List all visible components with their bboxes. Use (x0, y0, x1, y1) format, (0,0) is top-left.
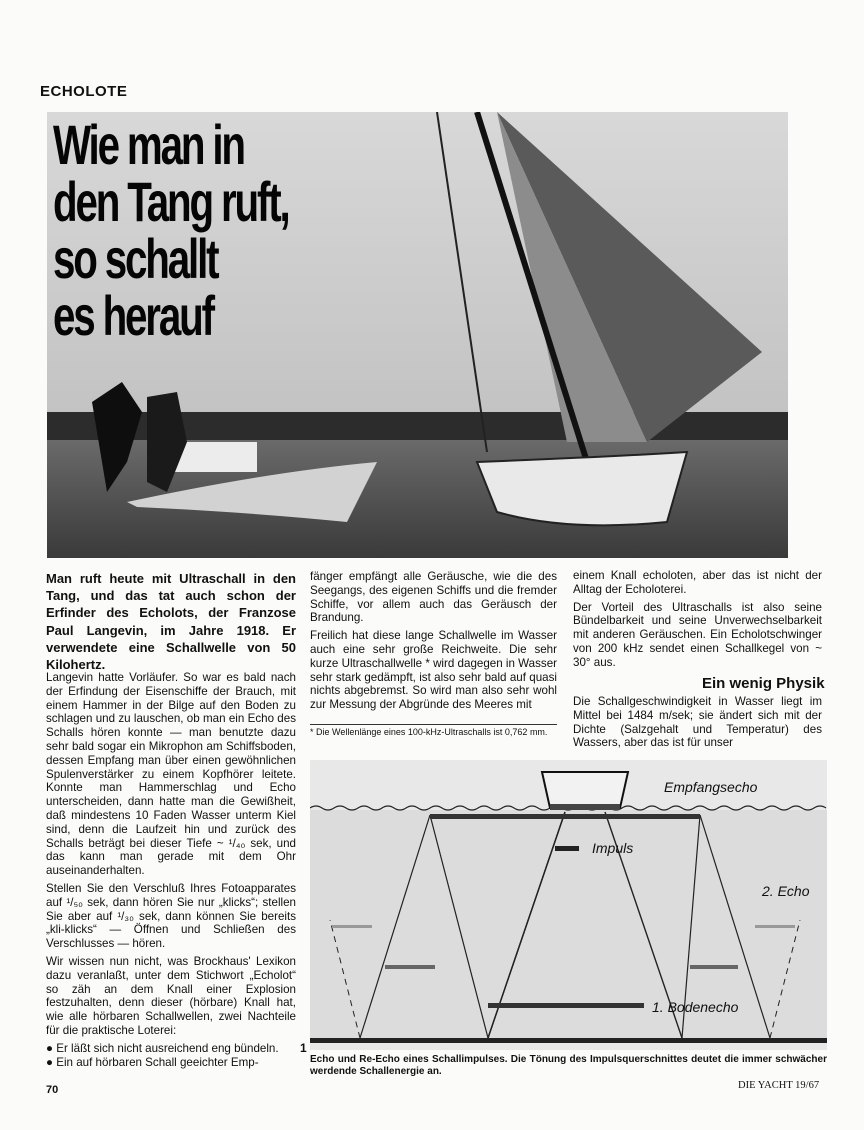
paragraph: Langevin hatte Vorläufer. So war es bald nach der Erfindung der Eisenschiffe der Brauch, mit einem Hammer in der Bilge auf den Boden zu schlagen und zu lauschen, ob man ein Echo des Schalls hören konnte — man benutzte dazu sehr bald sogar ein Mikrophon am Schiffsboden, dessen Empfang man über einen gewöhnlichen Spulenverstärker zu einem Kopfhörer leitete. Konnte man Hammerschlag und Echo unterscheiden, dann hatte man die Gewißheit, daß mindestens 10 Faden Wasser unterm Kiel sind, denn die Laufzeit hin und zurück des Schalls beträgt bei dieser Tiefe ~ ¹/₄₀ sek, und das kann man gerade mit dem Ohr auseinanderhalten. (46, 671, 296, 878)
paragraph: Wir wissen nun nicht, was Brockhaus' Lexikon dazu veranlaßt, unter dem Stichwort „Echolot“ so zäh an dem Knall einer Explosion festzuhalten, denn dieser (hörbare) Knall hat, wie alle hörbaren Schallwellen, zwei Nachteile für die praktische Loterei: (46, 954, 296, 1037)
figure-caption: Echo und Re-Echo eines Schallimpulses. Die Tönung des Impulsquerschnittes deutet die immer schwächer werdende Schallenergie an. (310, 1054, 827, 1077)
section-label: ECHOLOTE (40, 83, 128, 100)
magazine-issue: DIE YACHT 19/67 (738, 1080, 820, 1091)
footnote: * Die Wellenlänge eines 100-kHz-Ultraschalls ist 0,762 mm. (310, 724, 557, 738)
column-3-continued: Die Schallgeschwindigkeit in Wasser liegt im Mittel bei 1484 m/sek; sie ändert sich mit der Dichte (Salzgehalt und Temperatur) des Wassers, aber das ist für unser (573, 695, 822, 750)
headline-line: den Tang ruft, (53, 170, 289, 233)
echo-diagram-svg (310, 760, 827, 1050)
bullet-text: Er läßt sich nicht ausreichend eng bündeln. (56, 1041, 279, 1055)
bullet-item: ● Er läßt sich nicht ausreichend eng bündeln. (46, 1041, 279, 1055)
page-number: 70 (46, 1084, 59, 1096)
impuls-label: Impuls (592, 840, 634, 856)
headline-line: es herauf (53, 284, 213, 347)
subheading: Ein wenig Physik (702, 675, 825, 692)
column-2 (310, 570, 557, 716)
lead-paragraph: Man ruft heute mit Ultraschall in den Tang, und das tat auch schon der Erfinder des Echolots, der Franzose Paul Langevin, im Jahre 1918. Er verwendete eine Schallwelle von 50 Kilohertz. (46, 571, 296, 673)
headline (53, 113, 380, 347)
paragraph: Der Vorteil des Ultraschalls ist also seine Bündelbarkeit und seine Unverwechselbarkeit mit anderen Geräuschen. Ein Echolotschwinger von 200 kHz sendet einen Schallkegel von ~ 30° aus. (573, 600, 822, 669)
headline-line: so schallt (53, 227, 218, 290)
headline-line: Wie man in (53, 113, 244, 176)
figure-number: 1 (300, 1041, 307, 1055)
bodenecho-label: 1. Bodenecho (652, 999, 739, 1015)
column-1 (46, 671, 296, 1069)
column-3 (573, 569, 822, 674)
paragraph: einem Knall echoloten, aber das ist nicht der Alltag der Echoloterei. (573, 569, 822, 596)
empfangsecho-label: Empfangsecho (664, 779, 758, 795)
paragraph: fänger empfängt alle Geräusche, wie die des Seegangs, des eigenen Schiffs und die fremder Schiffe, vor allem auch das Geräusch der Brandung. (310, 570, 557, 625)
bullet-item: ● Ein auf hörbaren Schall geeichter Emp- (46, 1055, 259, 1069)
echo2-label: 2. Echo (762, 883, 810, 899)
paragraph: Freilich hat diese lange Schallwelle im Wasser auch eine sehr große Reichweite. Die sehr kurze Ultraschallwelle * wird dagegen in Wasser sehr stark gedämpft, ist also sehr bald auf quasi nichts abgebremst. So wird man also sehr wohl zur Messung der Abgründe des Meeres mit (310, 629, 558, 712)
sailboat-photo (47, 112, 788, 558)
echo-diagram (310, 760, 827, 1050)
paragraph: Stellen Sie den Verschluß Ihres Fotoapparates auf ¹/₅₀ sek, dann hören Sie nur „klicks“; stellen Sie aber auf ¹/₃₀ sek, dann können Sie bereits „kli-klicks“ — Öffnen und Schließen des Verschlusses — hören. (46, 881, 296, 951)
bullet-text: Ein auf hörbaren Schall geeichter Emp- (56, 1055, 259, 1069)
